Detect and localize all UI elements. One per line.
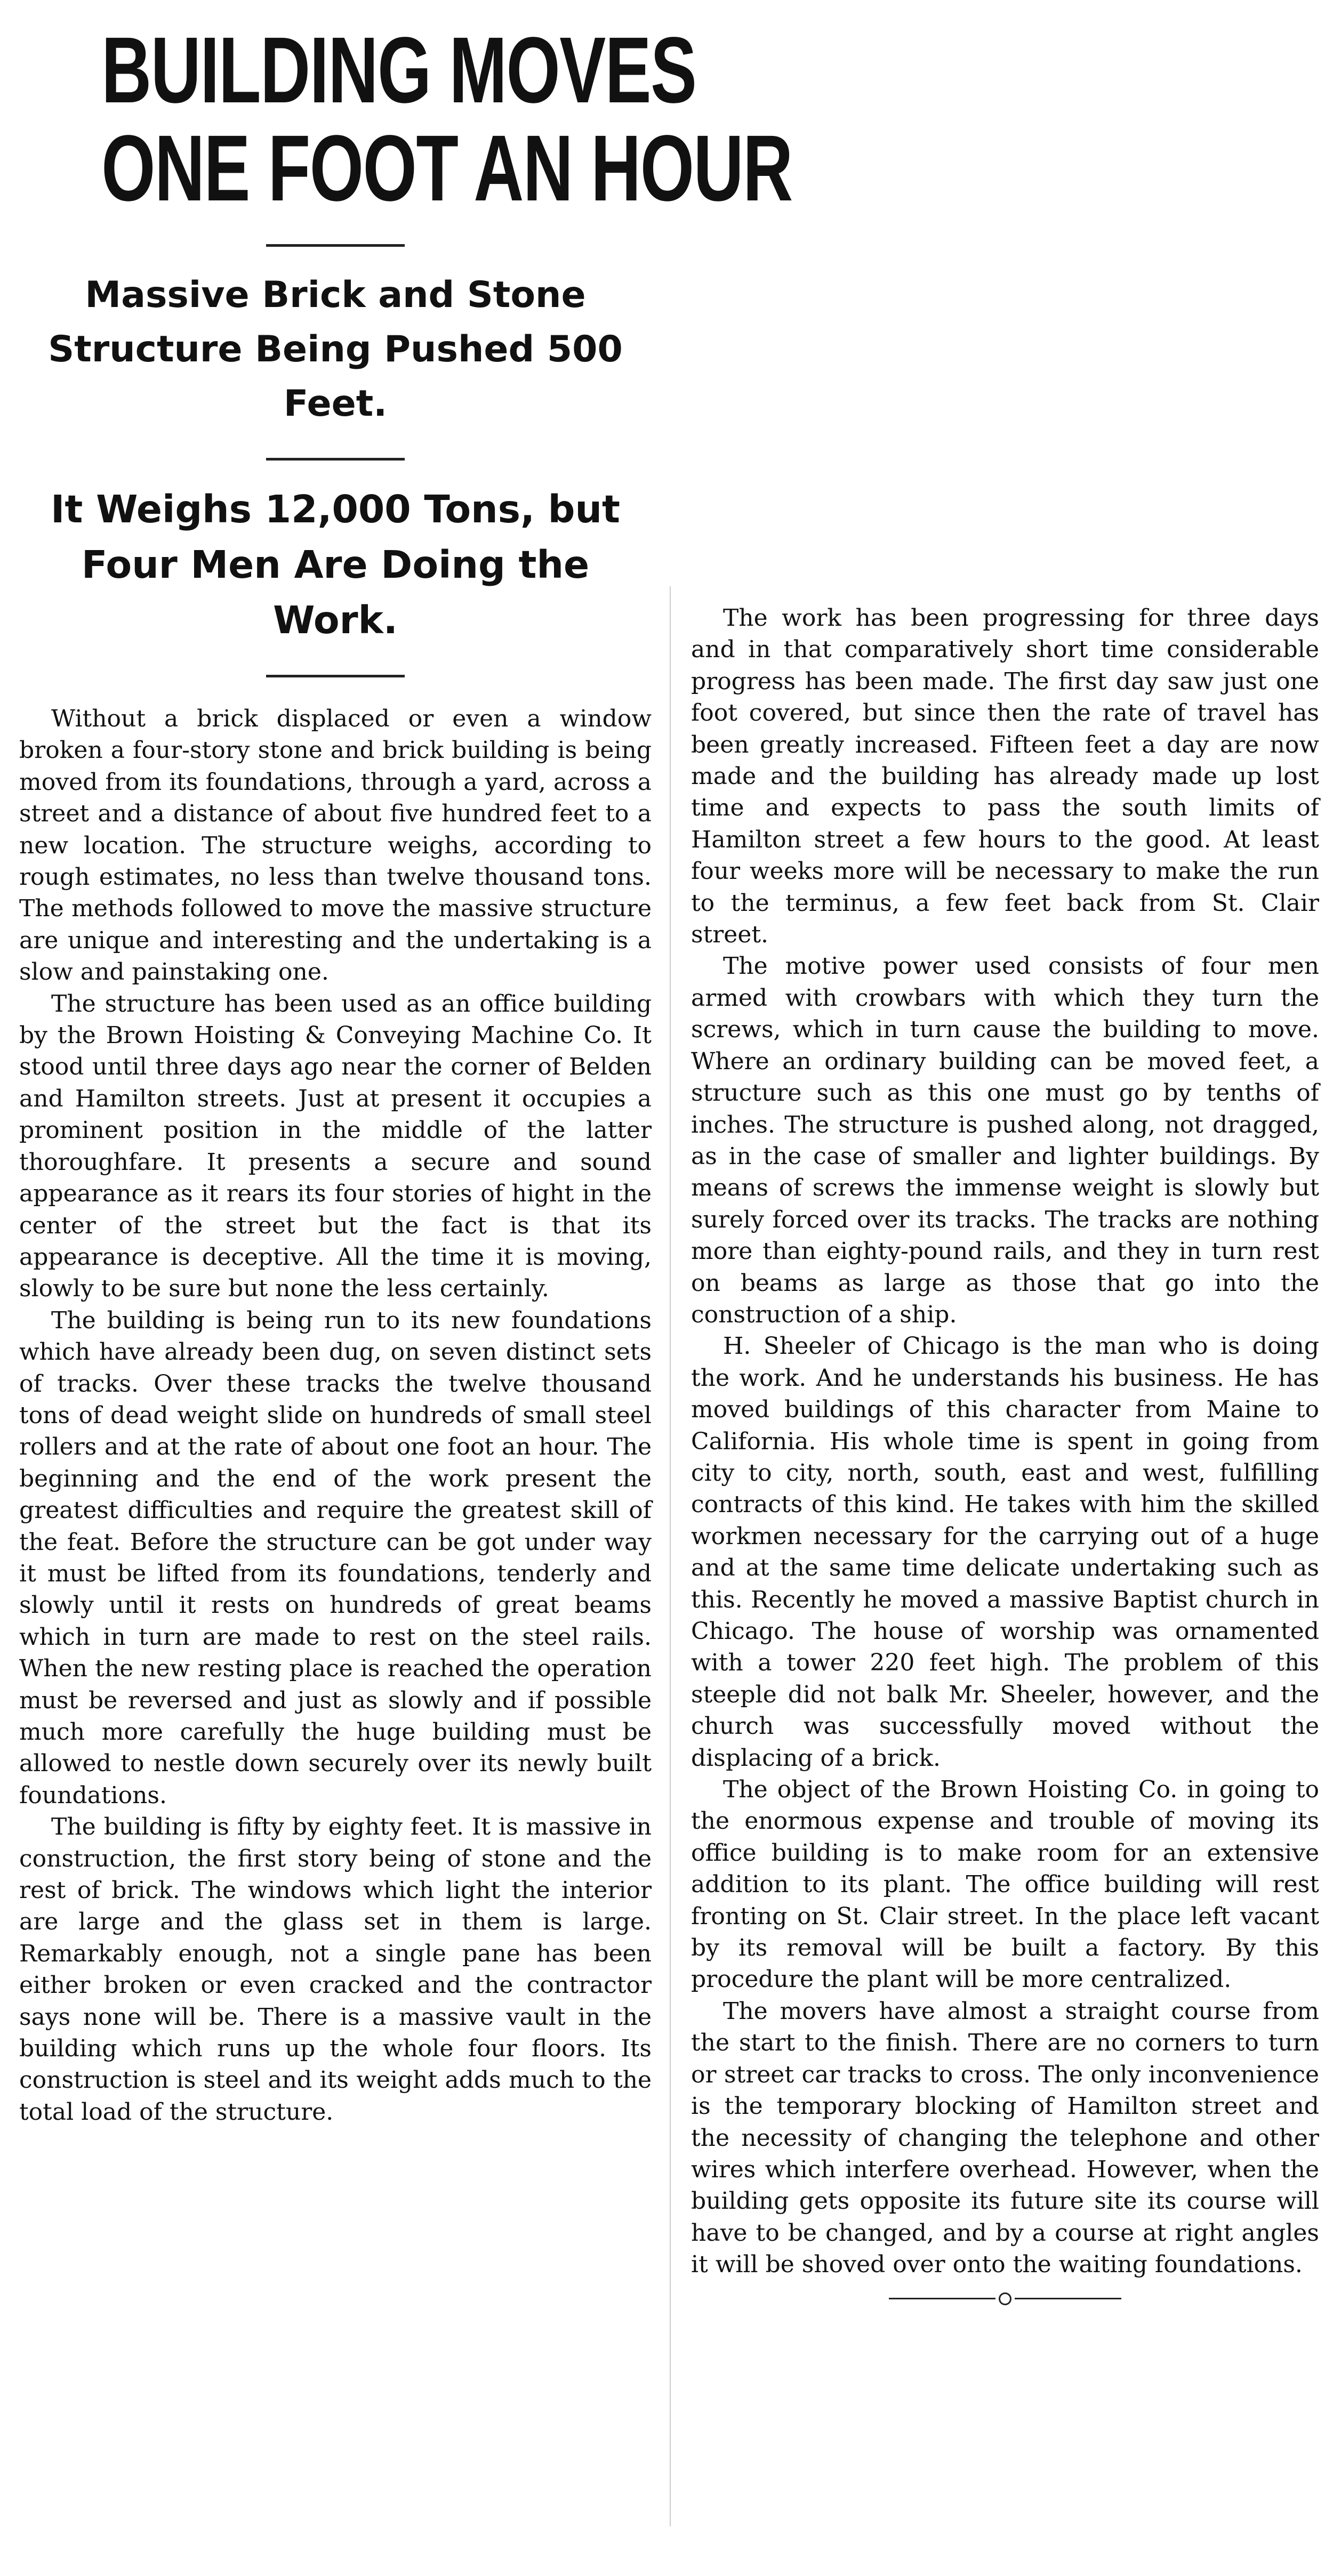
paragraph: The building is fifty by eighty feet. It is massive in construction, the first story being of stone and the rest of brick. The windows which light the interior are large and the glass set in them is large. Remarkably enough, not a single pane has been either broken or even cracked and the contractor says none will be. There is a massive vault in the building which runs up the whole four floors. Its construction is steel and its weight adds much to the total load of the structure.: [19, 1813, 652, 2126]
paragraph: The work has been progressing for three days and in that comparatively short time considerable progress has been made. The first day saw just one foot covered, but since then the rate of travel has been greatly increased. Fifteen feet a day are now made and the building has already made up lost time and expects to pass the south limits of Hamilton street a few hours to the good. At least four weeks more will be necessary to make the run to the terminus, a few feet back from St. Clair street.: [691, 604, 1319, 949]
paragraph: The building is being run to its new foundations which have already been dug, on seven distinct sets of tracks. Over these tracks the twelve thousand tons of dead weight slide on hundreds of small steel rollers and at the rate of about one foot an hour. The beginning and the end of the work present the greatest difficulties and require the greatest skill of the feat. Before the structure can be got under way it must be lifted from its foundations, tenderly and slowly until it rests on hundreds of great beams which in turn are made to rest on the steel rails. When the new resting place is reached the operation must be reversed and just as slowly and if possible much more carefully the huge building must be allowed to nestle down securely over its newly built foundations.: [19, 1306, 652, 1809]
headline-line-1: BUILDING MOVES: [101, 18, 696, 123]
left-column-body: [19, 703, 652, 2128]
subhead-divider: [266, 458, 405, 461]
paragraph: The object of the Brown Hoisting Co. in going to the enormous expense and trouble of moving its office building is to make room for an extensive addition to its plant. The office building will rest fronting on St. Clair street. In the place left vacant by its removal will be built a factory. By this procedure the plant will be more centralized.: [691, 1776, 1319, 1993]
paragraph: H. Sheeler of Chicago is the man who is doing the work. And he understands his business. He has moved buildings of this character from Maine to California. His whole time is spent in going from city to city, north, south, east and west, fulfilling contracts of this kind. He takes with him the skilled workmen necessary for the carrying out of a huge and at the same time delicate undertaking such as this. Recently he moved a massive Baptist church in Chicago. The house of worship was ornamented with a tower 220 feet high. The problem of this steeple did not balk Mr. Sheeler, however, and the church was successfully moved without the displacing of a brick.: [691, 1333, 1319, 1772]
end-mark-line-left: [889, 2298, 995, 2299]
paragraph: The structure has been used as an office building by the Brown Hoisting & Conveying Machine Co. It stood until three days ago near the corner of Belden and Hamilton streets. Just at present it occupies a prominent position in the middle of the latter thoroughfare. It presents a secure and sound appearance as it rears its four stories of hight in the center of the street but the fact is that its appearance is deceptive. All the time it is moving, slowly to be sure but none the less certainly.: [19, 990, 652, 1303]
paragraph: The movers have almost a straight course from the start to the finish. There are no corners to turn or street car tracks to cross. The only inconvenience is the temporary blocking of Hamilton street and the necessity of changing the telephone and other wires which interfere overhead. However, when the building gets opposite its future site its course will have to be changed, and by a course at right angles it will be shoved over onto the waiting foundations.: [691, 1997, 1319, 2279]
body-divider: [266, 675, 405, 677]
end-mark-circle: [999, 2292, 1011, 2305]
headline-divider: [266, 244, 405, 247]
end-of-article-mark: [691, 2288, 1319, 2309]
left-column: [19, 18, 792, 2128]
paragraph: The motive power used consists of four men armed with crowbars with which they turn the screws, which in turn cause the building to move. Where an ordinary building can be moved feet, a structure such as this one must go by tenths of inches. The structure is pushed along, not dragged, as in the case of smaller and lighter buildings. By means of screws the immense weight is slowly but surely forced over its tracks. The tracks are nothing more than eighty-pound rails, and they in turn rest on beams as large as those that go into the construction of a ship.: [691, 952, 1319, 1328]
headline-line-2: ONE FOOT AN HOUR: [101, 116, 792, 221]
subhead-1: Massive Brick and Stone Structure Being Pushed 500 Feet.: [48, 274, 623, 425]
column-divider: [670, 586, 671, 2526]
subhead-2: It Weighs 12,000 Tons, but Four Men Are Doing the Work.: [51, 487, 620, 642]
paragraph: Without a brick displaced or even a window broken a four-story stone and brick building is being moved from its foundations, through a yard, across a street and a distance of about five hundred feet to a new location. The structure weighs, according to rough estimates, no less than twelve thousand tons. The methods followed to move the massive structure are unique and interesting and the undertaking is a slow and painstaking one.: [19, 705, 652, 986]
right-column-body: [691, 602, 1319, 2281]
right-column: [691, 602, 1319, 2309]
end-mark-line-right: [1015, 2298, 1121, 2299]
